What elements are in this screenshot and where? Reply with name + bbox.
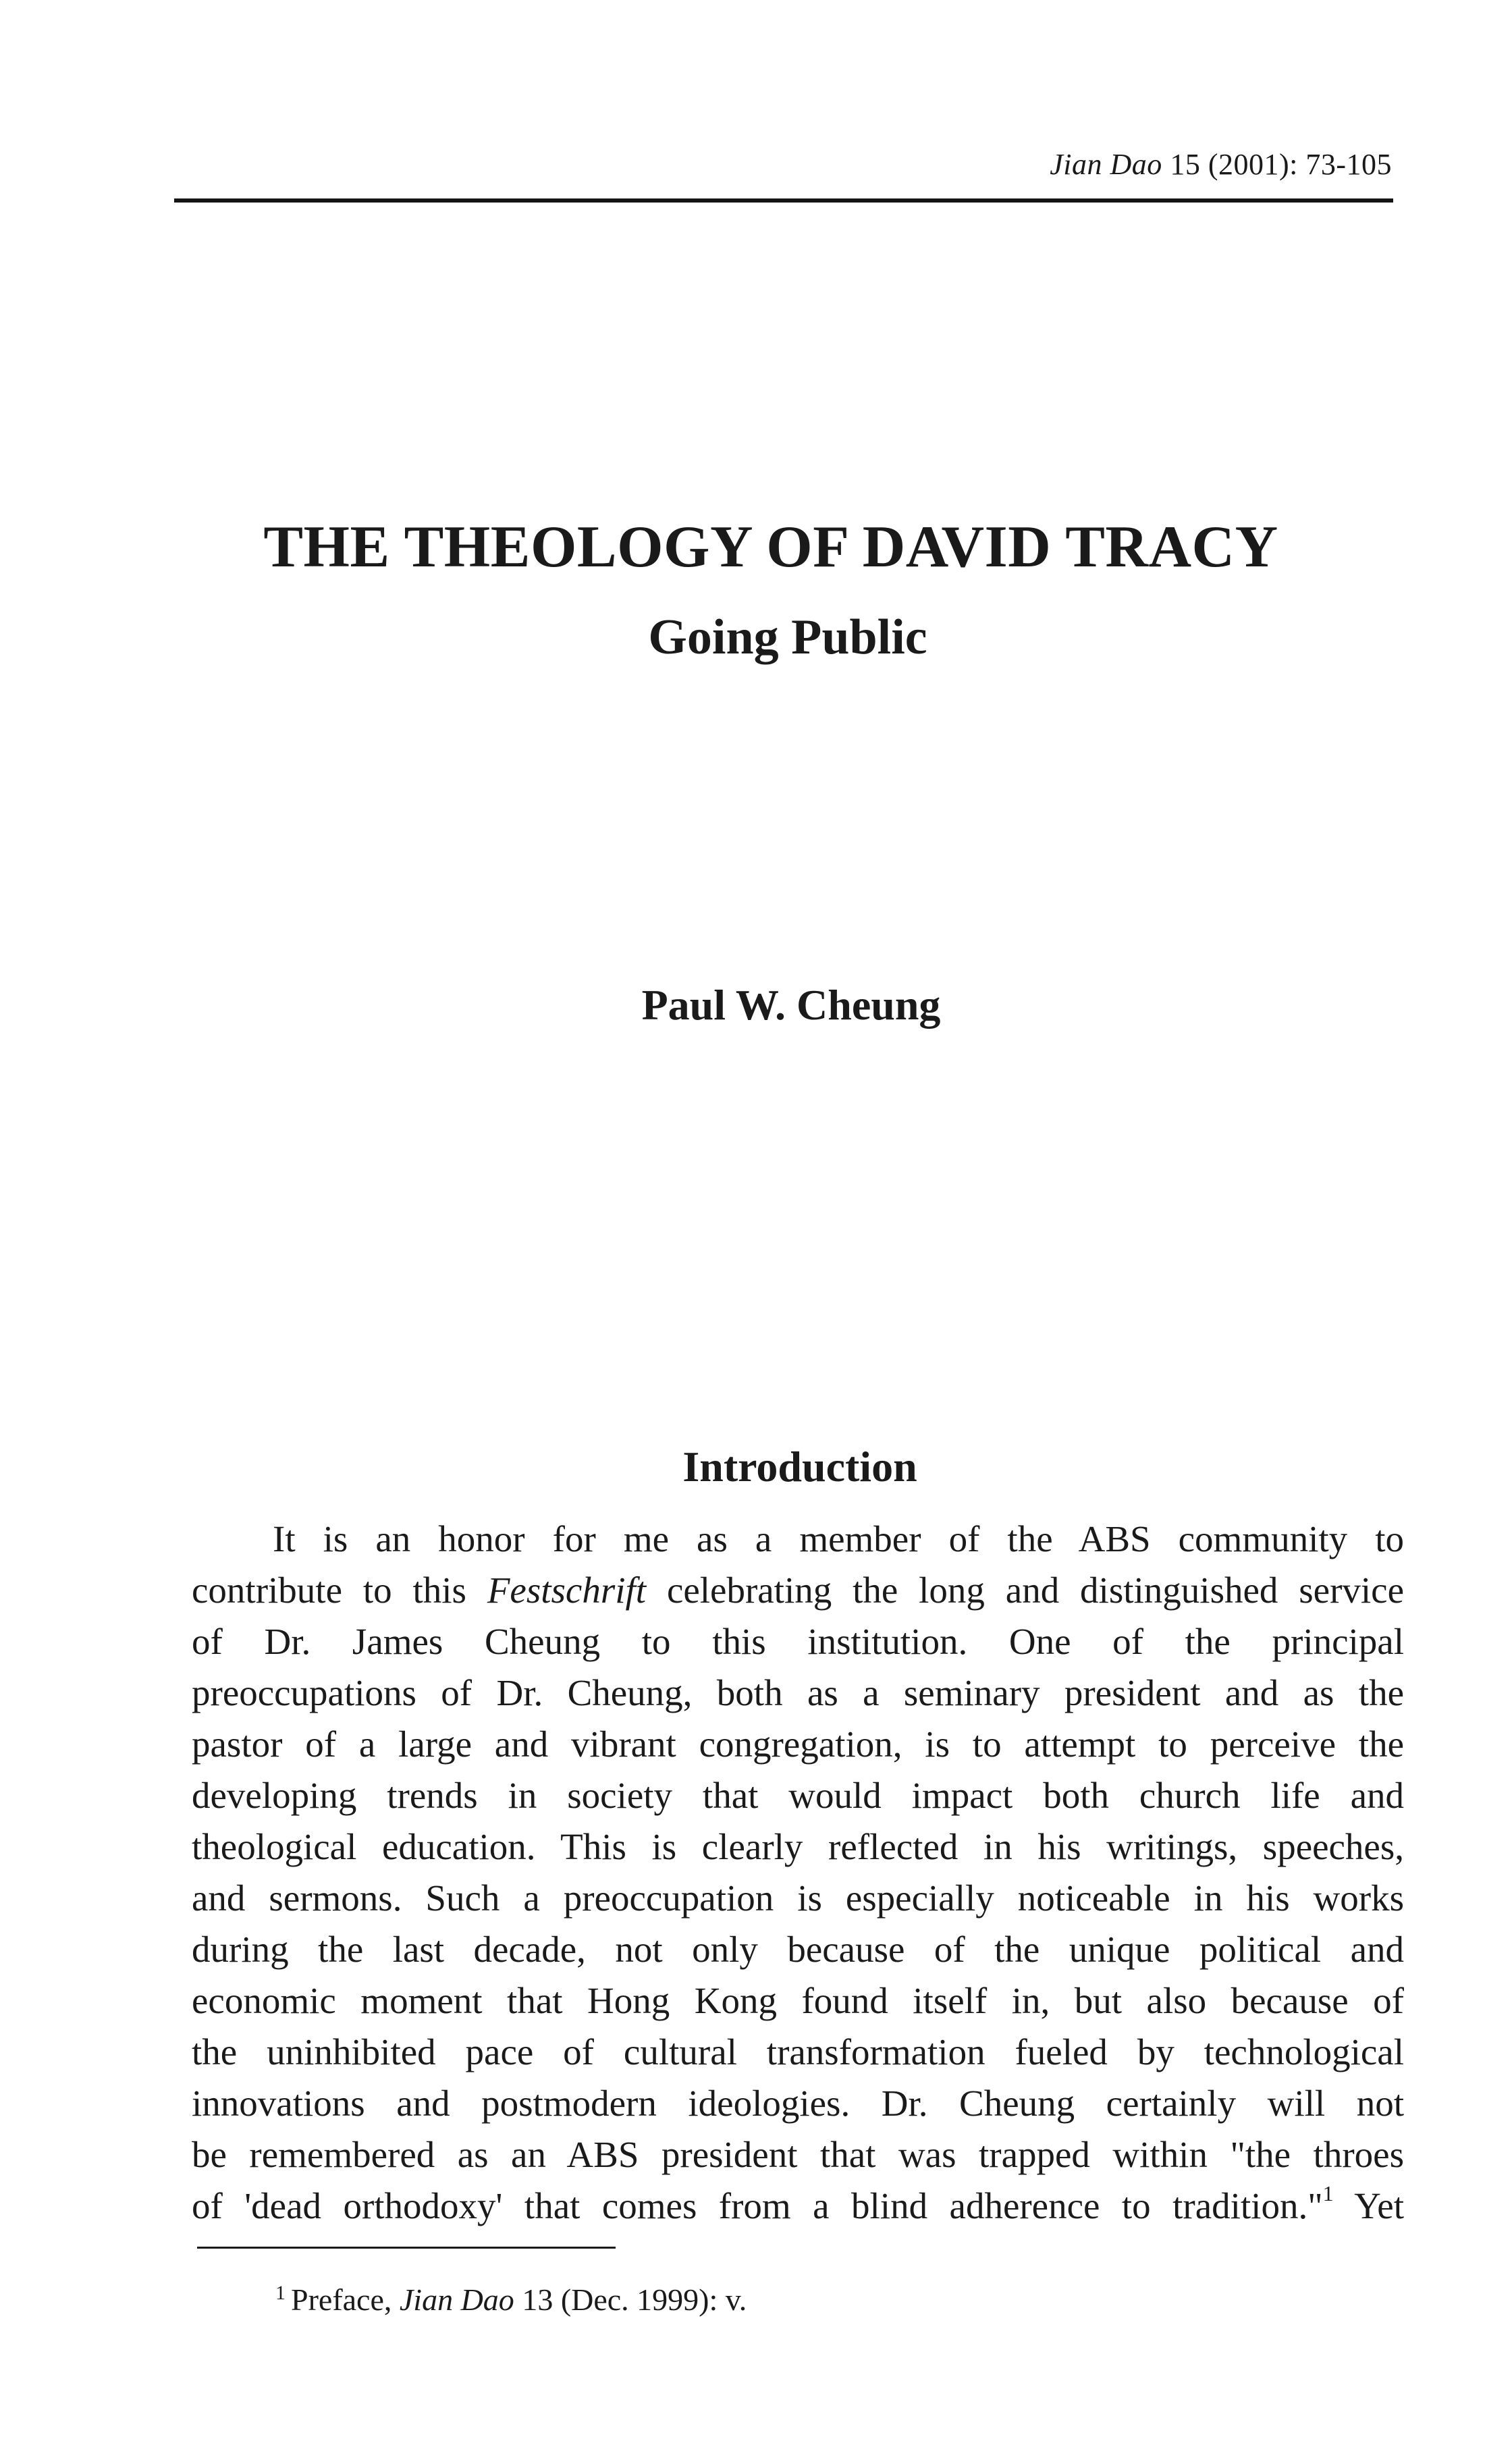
- text-line: during the last decade, not only because of the unique political and: [192, 1929, 1404, 1970]
- text-line: be remembered as an ABS president that was trapped within "the throes: [192, 2134, 1404, 2175]
- text-line: innovations and postmodern ideologies. Dr. Cheung certainly will not: [192, 2083, 1404, 2124]
- footnote-number: 1: [275, 2282, 286, 2304]
- running-head: [1050, 147, 1392, 182]
- text-line: contribute to this Festschrift celebrating the long and distinguished service: [192, 1570, 1404, 1611]
- running-head-journal: Jian Dao: [1050, 148, 1162, 181]
- text-line: of Dr. James Cheung to this institution. One of the principal: [192, 1621, 1404, 1662]
- article-title: THE THEOLOGY OF DAVID TRACY: [263, 514, 1278, 580]
- section-heading: Introduction: [682, 1443, 917, 1491]
- text-line: economic moment that Hong Kong found itself in, but also because of: [192, 1980, 1404, 2021]
- footnote-journal: Jian Dao: [399, 2282, 514, 2317]
- article-subtitle: Going Public: [648, 610, 927, 665]
- text-line: of 'dead orthodoxy' that comes from a blind adherence to tradition."$^1$ Yet: [192, 2181, 1404, 2226]
- text-line: developing trends in society that would impact both church life and: [192, 1775, 1404, 1816]
- footnote-rule: [197, 2247, 616, 2249]
- text-line: theological education. This is clearly reflected in his writings, speeches,: [192, 1826, 1404, 1867]
- festschrift-term: Festschrift: [487, 1570, 647, 1611]
- text-line: the uninhibited pace of cultural transformation fueled by technological: [192, 2031, 1404, 2072]
- footnote-marker[interactable]: 1: [1322, 2181, 1334, 2205]
- text-line: It is an honor for me as a member of the ABS community to: [273, 1518, 1404, 1559]
- text-line: preoccupations of Dr. Cheung, both as a seminary president and as the: [192, 1672, 1404, 1713]
- header-rule: [174, 198, 1393, 203]
- author-name: Paul W. Cheung: [641, 981, 941, 1029]
- footnote: $^1$ Preface, Jian Dao 13 (Dec. 1999): v.: [275, 2282, 747, 2317]
- running-head-citation: 15 (2001): 73-105: [1170, 148, 1392, 181]
- body-paragraph: [192, 1514, 1404, 2232]
- text-line: and sermons. Such a preoccupation is especially noticeable in his works: [192, 1877, 1404, 1919]
- text-line: pastor of a large and vibrant congregation, is to attempt to perceive the: [192, 1723, 1404, 1765]
